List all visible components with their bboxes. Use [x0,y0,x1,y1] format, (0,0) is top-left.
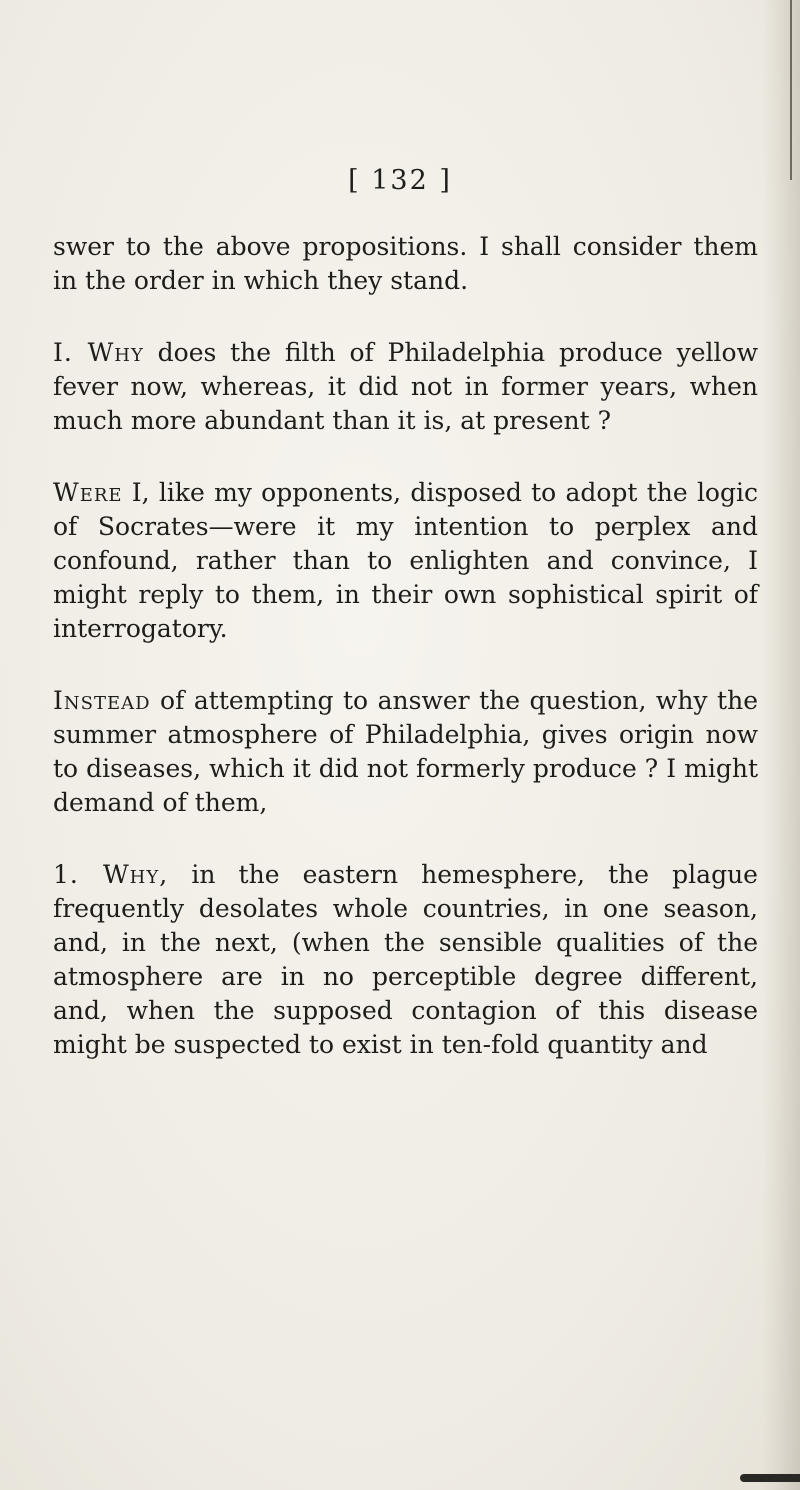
paragraph-1-text: swer to the above propositions. I shall consider them in the order in which they stand. [53,232,758,295]
paragraph-4 [53,684,758,820]
bottom-edge-mark [740,1474,800,1482]
paragraph-2-lead: I. Why [53,338,144,367]
paragraph-3-lead: Were [53,478,123,507]
page-edge-line [790,0,792,180]
paragraph-5 [53,858,758,1062]
paragraph-3-text: I, like my opponents, disposed to adopt the logic of Socrates—were it my intention to perplex and confound, rather than to enlighten and convince, I might reply to them, in their own sophistical spirit of interrogatory. [53,478,758,643]
body-text [53,230,758,1100]
paragraph-3 [53,476,758,646]
paragraph-5-lead: 1. Why, [53,860,169,889]
page-number: [ 132 ] [348,165,452,196]
paragraph-1 [53,230,758,298]
paragraph-4-lead: Instead [53,686,151,715]
paragraph-5-text: in the eastern hemesphere, the plague frequently desolates whole countries, in one season, and, in the next, (when the sensible qualities of the atmosphere are in no perceptible degree different, and, when the supposed contagion of this disease might be suspected to exist in ten-fold quantity and [53,860,758,1059]
paragraph-4-text: of attempting to answer the question, why the summer atmosphere of Philadelphia, gives origin now to diseases, which it did not formerly produce ? I might demand of them, [53,686,758,817]
paragraph-2-text: does the filth of Philadelphia produce yellow fever now, whereas, it did not in former years, when much more abundant than it is, at present ? [53,338,758,435]
page-edge-shadow [762,0,800,1490]
paragraph-2 [53,336,758,438]
